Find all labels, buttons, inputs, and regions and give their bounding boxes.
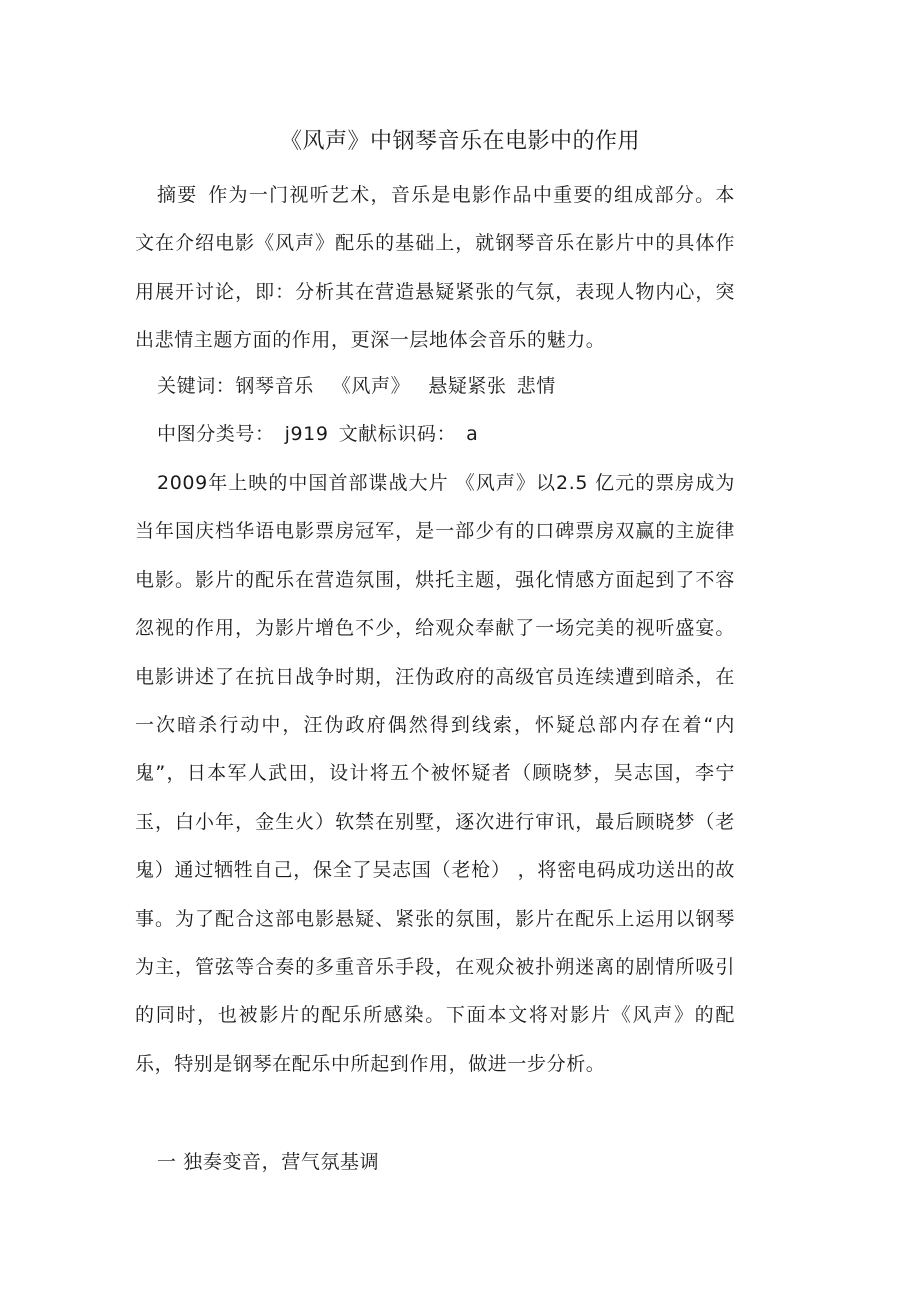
page-title: 《风声》中钢琴音乐在电影中的作用	[279, 129, 640, 154]
abstract-label: 摘要	[157, 184, 198, 206]
keywords-paragraph	[135, 362, 735, 410]
keyword-item: 《风声》	[331, 375, 411, 397]
abstract-block	[135, 171, 735, 365]
classification-line	[135, 410, 735, 458]
keywords-line	[135, 362, 735, 410]
keywords-label: 关键词：	[157, 375, 236, 397]
keyword-item: 钢琴音乐	[235, 375, 314, 397]
body-section	[135, 459, 735, 1088]
keyword-item: 悬疑紧张	[428, 375, 507, 397]
doc-code-value: a	[466, 423, 479, 445]
section-heading-block	[135, 1138, 735, 1186]
clc-value: j919	[284, 423, 329, 445]
abstract-text: 作为一门视听艺术，音乐是电影作品中重要的组成部分。本文在介绍电影《风声》配乐的基础上，就钢琴音乐在影片中的具体作用展开讨论，即：分析其在营造悬疑紧张的气氛，表现人物内心，突出悲情主题方面的作用，更深一层地体会音乐的魅力。	[135, 184, 735, 352]
classification-paragraph	[135, 410, 735, 458]
keyword-item: 悲情	[516, 375, 556, 397]
doc-code-label: 文献标识码：	[338, 423, 457, 445]
intro-paragraph: 2009年上映的中国首部谍战大片 《风声》以2.5 亿元的票房成为当年国庆档华语电影票房冠军，是一部少有的口碑票房双赢的主旋律电影。影片的配乐在营造氛围，烘托主题，强化情感方面起到了不容忽视的作用，为影片增色不少，给观众奉献了一场完美的视听盛宴。电影讲述了在抗日战争时期，汪伪政府的高级官员连续遭到暗杀，在一次暗杀行动中，汪伪政府偶然得到线索，怀疑总部内存在着“内鬼”，日本军人武田，设计将五个被怀疑者（顾晓梦，吴志国，李宁玉，白小年，金生火）软禁在别墅，逐次进行审讯，最后顾晓梦（老鬼）通过牺牲自己，保全了吴志国（老枪） ，将密电码成功送出的故事。为了配合这部电影悬疑、紧张的氛围，影片在配乐上运用以钢琴为主，管弦等合奏的多重音乐手段，在观众被扑朔迷离的剧情所吸引的同时，也被影片的配乐所感染。下面本文将对影片《风声》的配乐，特别是钢琴在配乐中所起到作用，做进一步分析。	[135, 472, 735, 1075]
abstract-paragraph	[135, 171, 735, 365]
section-heading: 一 独奏变音，营气氛基调	[157, 1151, 380, 1173]
clc-label: 中图分类号：	[157, 423, 275, 445]
